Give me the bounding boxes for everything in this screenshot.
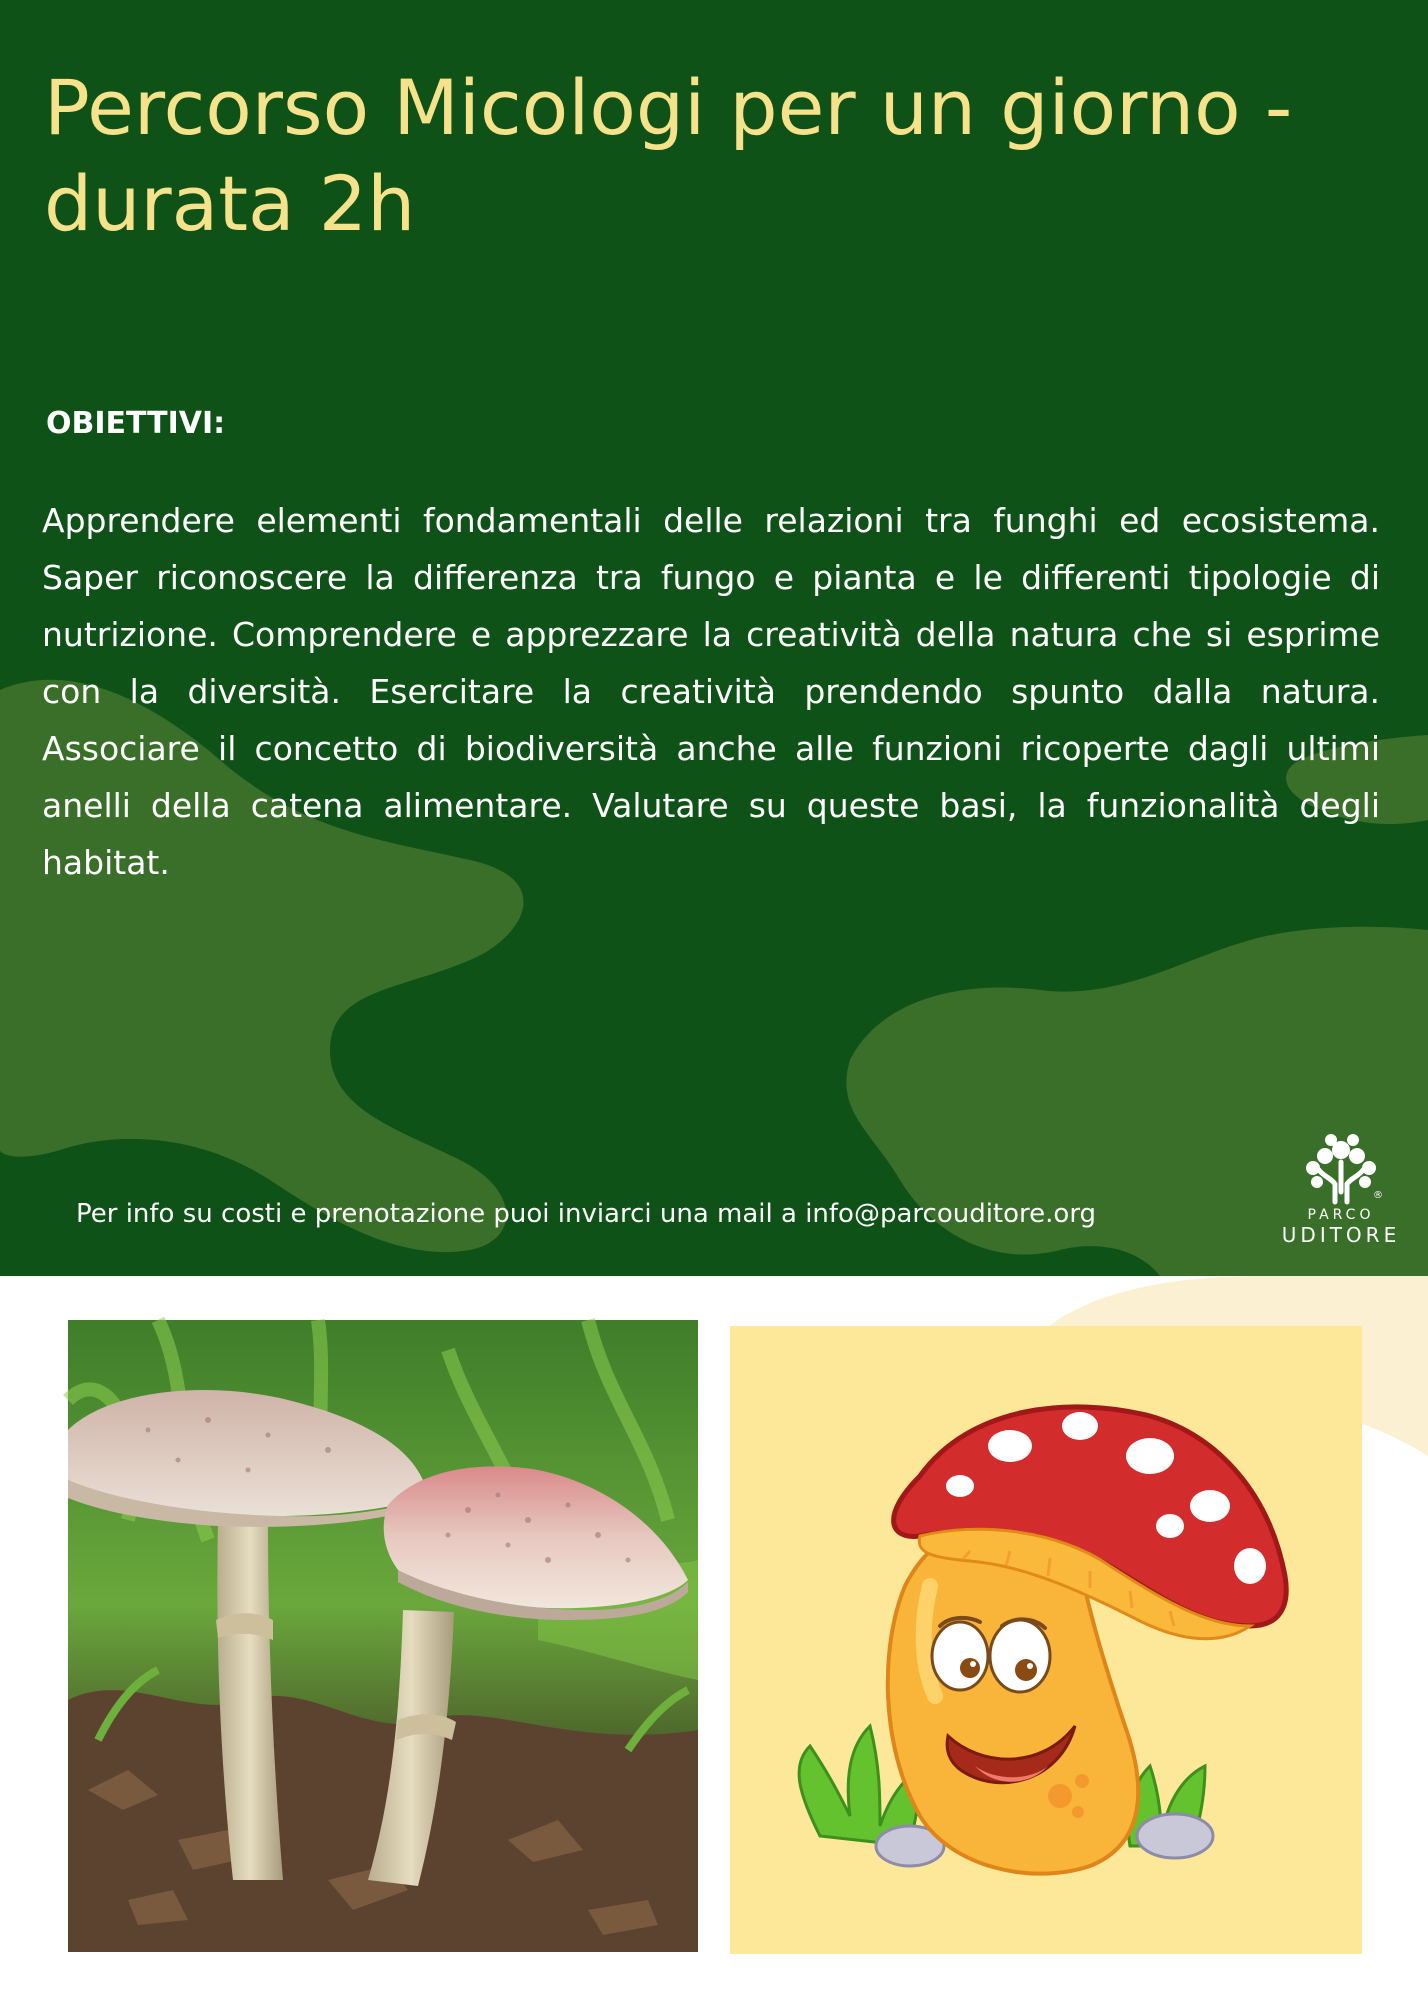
coral-tree-icon [1301, 1132, 1381, 1204]
registered-mark: ® [1373, 1190, 1383, 1201]
cartoon-mushroom [730, 1326, 1362, 1954]
page-title: Percorso Micologi per un giorno - durata 2h [44, 63, 1293, 248]
logo-line2: UDITORE [1281, 1223, 1401, 1247]
contact-info: Per info su costi e prenotazione puoi inviarci una mail a info@parcouditore.org [76, 1199, 1097, 1229]
objectives-text: Apprendere elementi fondamentali delle relazioni tra funghi ed ecosistema. Saper riconoscere la differenza tra fungo e pianta e le differenti tipologie di nutrizione. Comprendere e apprezzare la creatività della natura che si esprime con la diversità. Esercitare la creatività prendendo spunto dalla natura. Associare il concetto di biodiversità anche alle funzioni ricoperte dagli ultimi anelli della catena alimentare. Valutare su queste basi, la funzionalità degli habitat. [42, 501, 1380, 882]
parco-uditore-logo [1276, 1132, 1406, 1262]
mushroom-photo [68, 1320, 698, 1952]
objectives-heading: OBIETTIVI: [46, 406, 226, 441]
logo-line1: PARCO [1307, 1207, 1375, 1223]
cartoon-mushroom-image [730, 1326, 1362, 1954]
mushroom-photo-image [68, 1320, 698, 1952]
